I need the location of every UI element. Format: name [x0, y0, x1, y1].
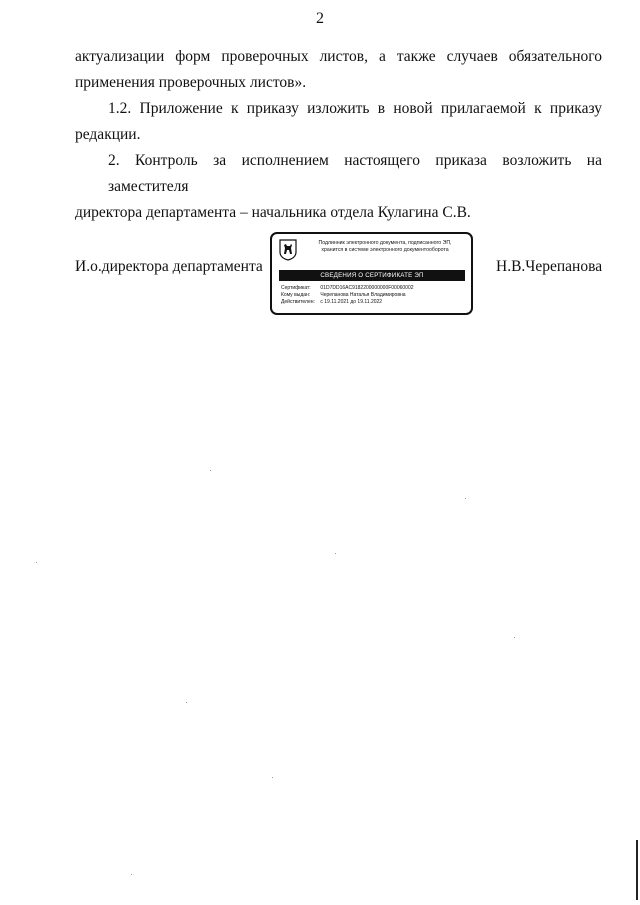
stamp-certificate-heading: СВЕДЕНИЯ О СЕРТИФИКАТЕ ЭП	[279, 270, 465, 281]
paragraph-3	[75, 148, 602, 226]
scan-speck	[210, 470, 211, 471]
paragraph-2-line-1: 1.2. Приложение к приказу изложить в новой прилагаемой к приказу	[108, 100, 602, 117]
document-body	[75, 44, 602, 226]
stamp-validity-row	[281, 299, 466, 306]
issued-to-value: Черепанова Наталья Владимировна	[320, 292, 406, 298]
page-number: 2	[316, 10, 324, 27]
paragraph-1-line-2: применения проверочных листов».	[75, 74, 307, 91]
paragraph-2	[75, 96, 602, 148]
paragraph-2-line-2: редакции.	[75, 126, 141, 143]
scan-speck	[514, 637, 515, 638]
paragraph-3-line-1: 2. Контроль за исполнением настоящего приказа возложить на заместителя	[108, 152, 602, 195]
paragraph-1	[75, 44, 602, 96]
coat-of-arms-icon	[279, 239, 297, 261]
scan-speck	[465, 498, 466, 499]
stamp-certificate-row	[281, 285, 466, 292]
stamp-issued-row	[281, 292, 466, 299]
valid-label: Действителен:	[281, 299, 315, 305]
paragraph-1-line-1: актуализации форм проверочных листов, а также случаев обязательного	[75, 48, 602, 65]
certificate-label: Сертификат:	[281, 285, 311, 291]
signatory-name: Н.В.Черепанова	[496, 258, 603, 275]
scan-speck	[186, 702, 187, 703]
scan-edge-mark	[636, 840, 638, 900]
stamp-details	[281, 285, 466, 306]
paragraph-3-line-2: директора департамента – начальника отдела Кулагина С.В.	[75, 204, 471, 221]
scan-speck	[36, 562, 37, 563]
electronic-signature-stamp	[270, 232, 473, 315]
valid-value: с 19.11.2021 до 19.11.2022	[320, 299, 383, 305]
certificate-value: 01D7DD16AC9182200000000F00060002	[320, 285, 414, 291]
signatory-title: И.о.директора департамента	[75, 258, 263, 275]
scan-speck	[335, 553, 336, 554]
stamp-header-line-1: Подлинник электронного документа, подписанного ЭП,	[318, 240, 452, 246]
issued-to-label: Кому выдан:	[281, 292, 311, 298]
scan-speck	[131, 874, 132, 875]
stamp-header-line-2: хранится в системе электронного документооборота	[321, 247, 449, 253]
stamp-header	[300, 240, 470, 254]
scan-speck	[272, 777, 273, 778]
